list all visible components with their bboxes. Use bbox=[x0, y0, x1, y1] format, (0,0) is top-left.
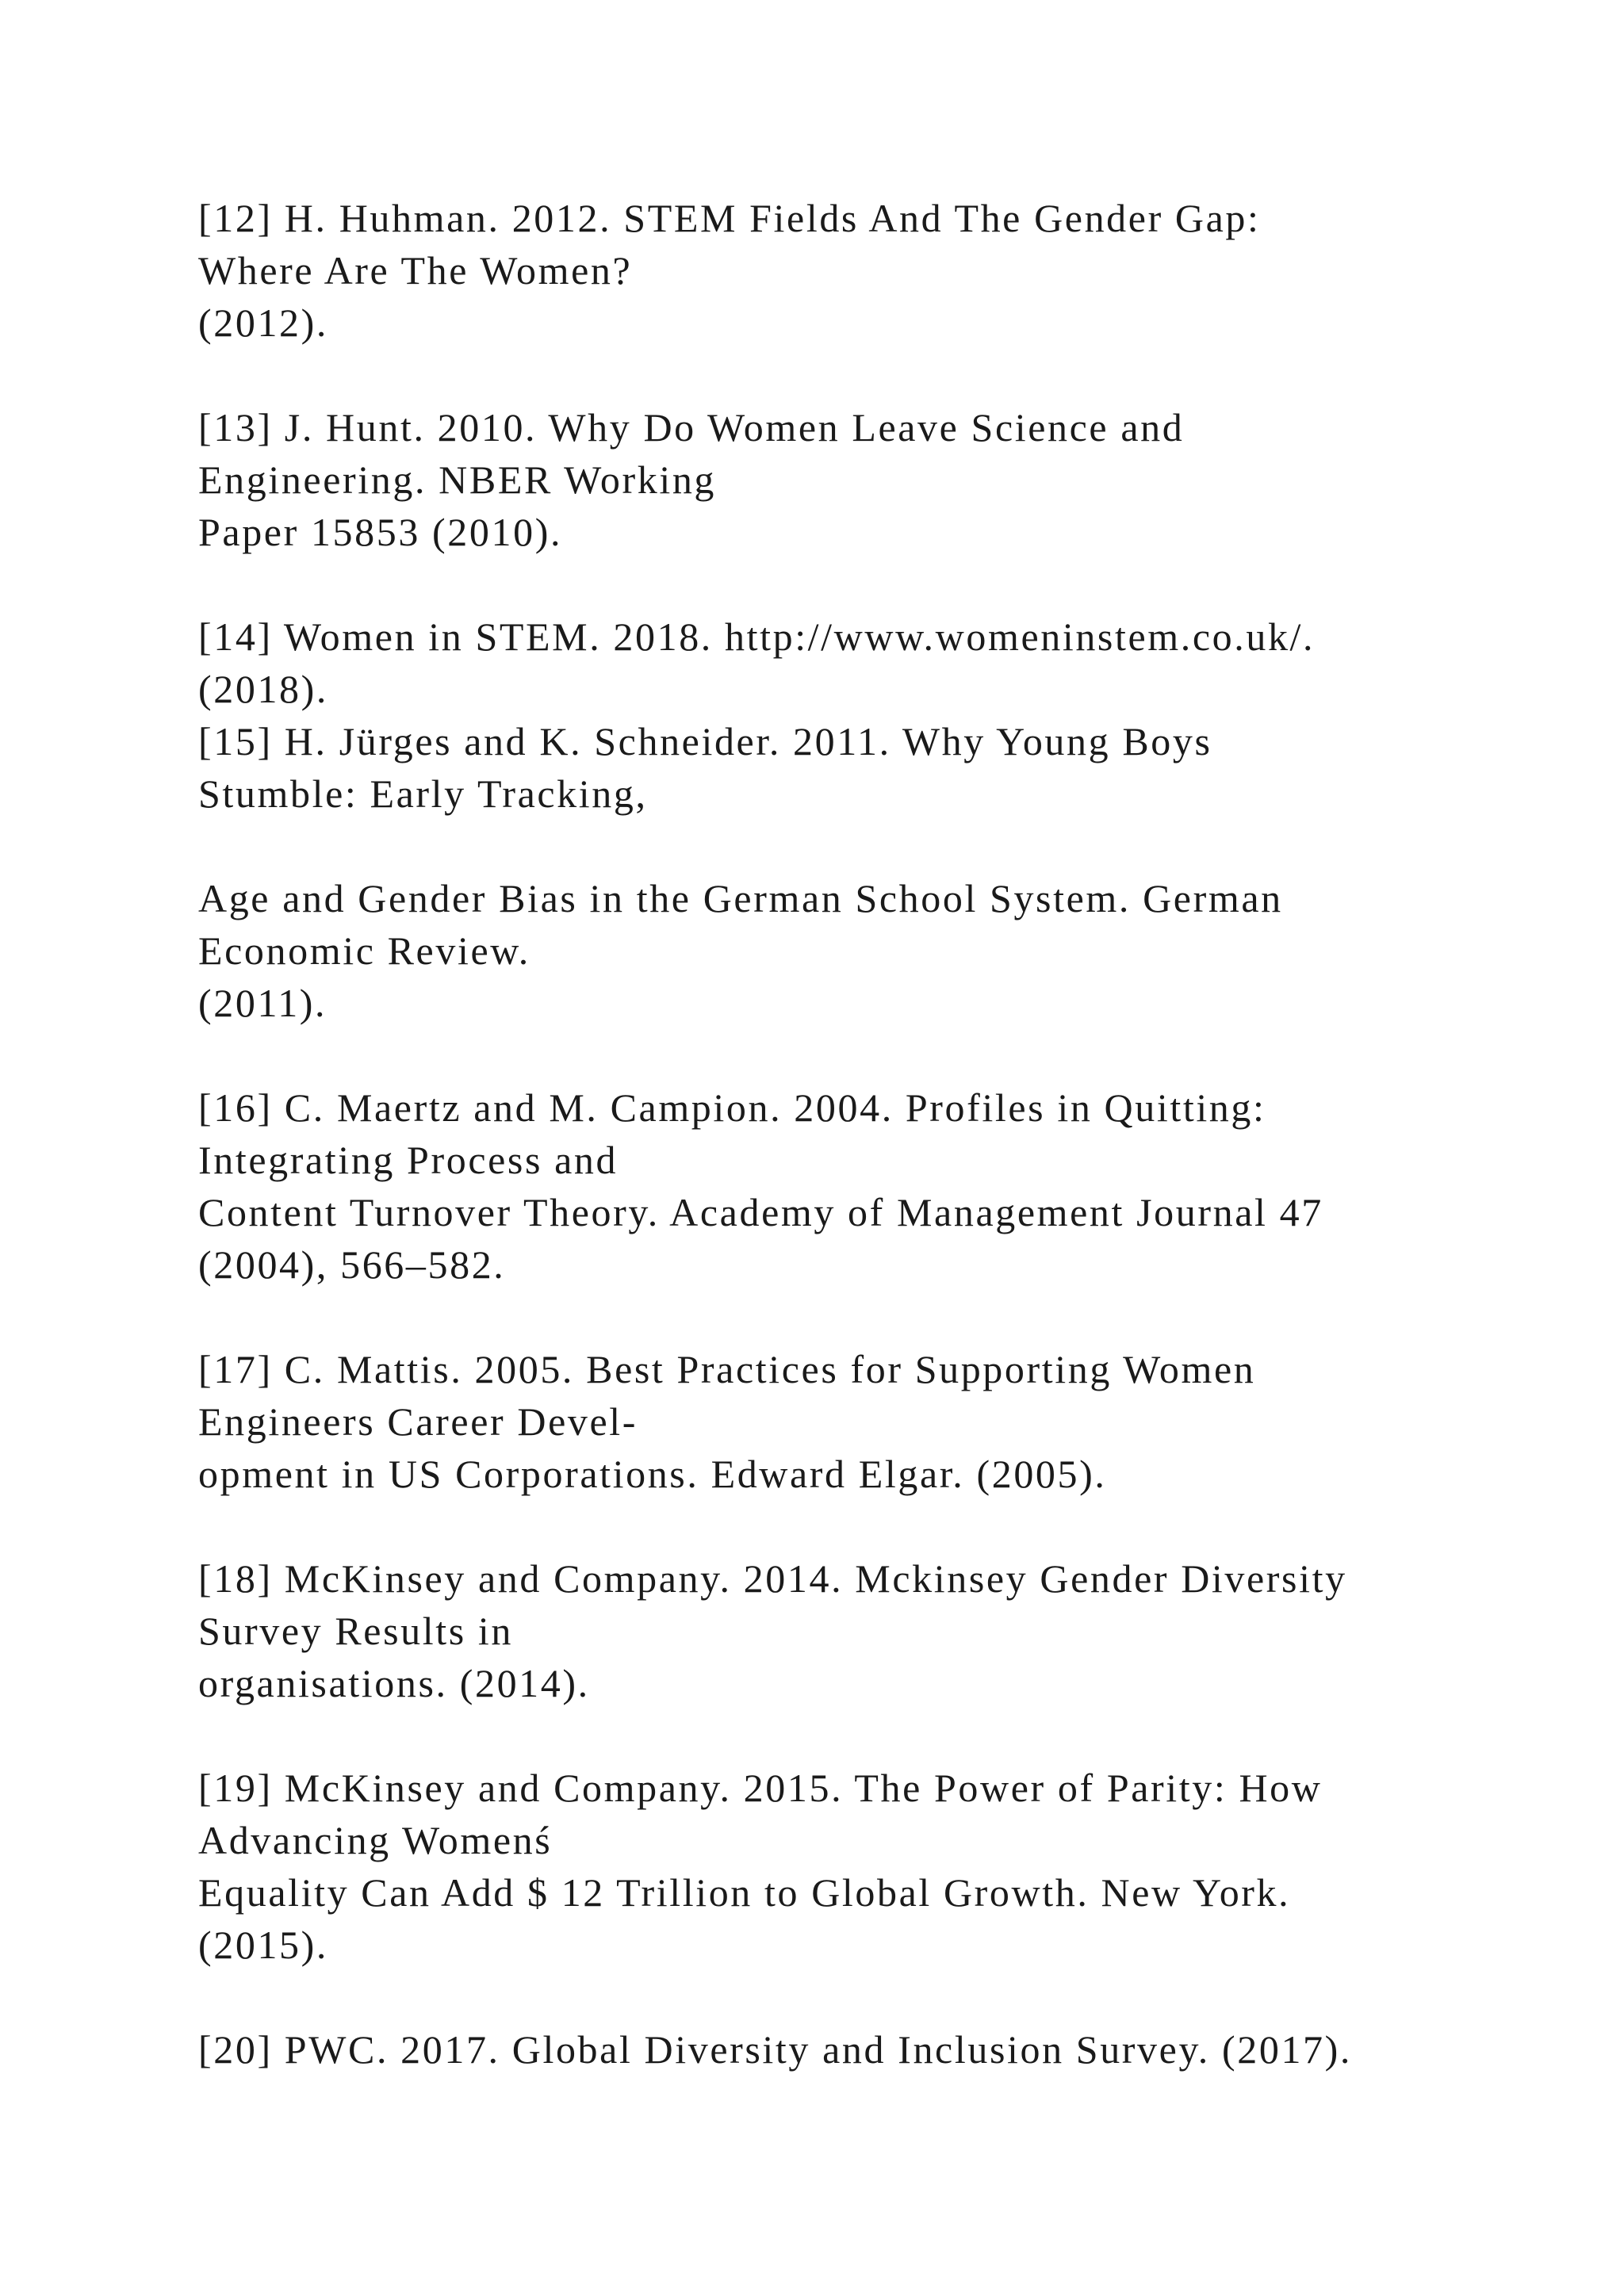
reference-entry bbox=[198, 715, 1562, 1081]
reference-line: Engineering. NBER Working bbox=[198, 457, 717, 502]
reference-line: Equality Can Add $ 12 Trillion to Global Growth. New York. bbox=[198, 1870, 1291, 1915]
blank-line bbox=[198, 1291, 1562, 1343]
reference-line: (2012). bbox=[198, 300, 329, 345]
reference-line: (2011). bbox=[198, 981, 327, 1025]
reference-line: [20] PWC. 2017. Global Diversity and Inclusion Survey. (2017). bbox=[198, 2027, 1352, 2072]
blank-line bbox=[198, 1500, 1562, 1552]
reference-line: [18] McKinsey and Company. 2014. Mckinsey Gender Diversity bbox=[198, 1556, 1347, 1601]
reference-line: Stumble: Early Tracking, bbox=[198, 771, 648, 816]
reference-line: [14] Women in STEM. 2018. http://www.womeninstem.co.uk/. bbox=[198, 614, 1316, 659]
reference-entry bbox=[198, 1552, 1562, 1762]
reference-line: Where Are The Women? bbox=[198, 248, 633, 293]
reference-list bbox=[198, 192, 1562, 2076]
blank-line bbox=[198, 1709, 1562, 1762]
reference-line: Survey Results in bbox=[198, 1609, 513, 1653]
reference-entry bbox=[198, 1343, 1562, 1552]
reference-line: organisations. (2014). bbox=[198, 1661, 590, 1705]
reference-line: (2015). bbox=[198, 1923, 329, 1967]
reference-line: Integrating Process and bbox=[198, 1138, 619, 1182]
reference-line: (2004), 566–582. bbox=[198, 1242, 506, 1287]
reference-line: Paper 15853 (2010). bbox=[198, 510, 563, 554]
reference-line: Engineers Career Devel- bbox=[198, 1399, 638, 1444]
reference-entry bbox=[198, 2023, 1562, 2076]
reference-entry bbox=[198, 401, 1562, 610]
reference-entry bbox=[198, 1762, 1562, 2023]
blank-line bbox=[198, 349, 1562, 401]
blank-line bbox=[198, 558, 1562, 610]
reference-entry bbox=[198, 192, 1562, 401]
reference-line: Advancing Womenś bbox=[198, 1818, 553, 1862]
reference-line: [13] J. Hunt. 2010. Why Do Women Leave Science and bbox=[198, 405, 1185, 450]
blank-line bbox=[198, 1029, 1562, 1081]
blank-line bbox=[198, 1971, 1562, 2023]
reference-line: Age and Gender Bias in the German School System. German bbox=[198, 876, 1283, 920]
reference-line: Economic Review. bbox=[198, 928, 530, 973]
reference-line: [12] H. Huhman. 2012. STEM Fields And The Gender Gap: bbox=[198, 196, 1261, 240]
reference-line: opment in US Corporations. Edward Elgar. (2005). bbox=[198, 1452, 1107, 1496]
reference-line: [17] C. Mattis. 2005. Best Practices for Supporting Women bbox=[198, 1347, 1256, 1391]
reference-line: [15] H. Jürges and K. Schneider. 2011. Why Young Boys bbox=[198, 719, 1212, 763]
reference-line: [16] C. Maertz and M. Campion. 2004. Profiles in Quitting: bbox=[198, 1085, 1266, 1130]
reference-entry bbox=[198, 610, 1562, 715]
reference-line: [19] McKinsey and Company. 2015. The Power of Parity: How bbox=[198, 1766, 1323, 1810]
blank-line bbox=[198, 820, 1562, 872]
reference-entry bbox=[198, 1081, 1562, 1343]
reference-line: Content Turnover Theory. Academy of Management Journal 47 bbox=[198, 1190, 1323, 1234]
reference-line: (2018). bbox=[198, 667, 329, 711]
